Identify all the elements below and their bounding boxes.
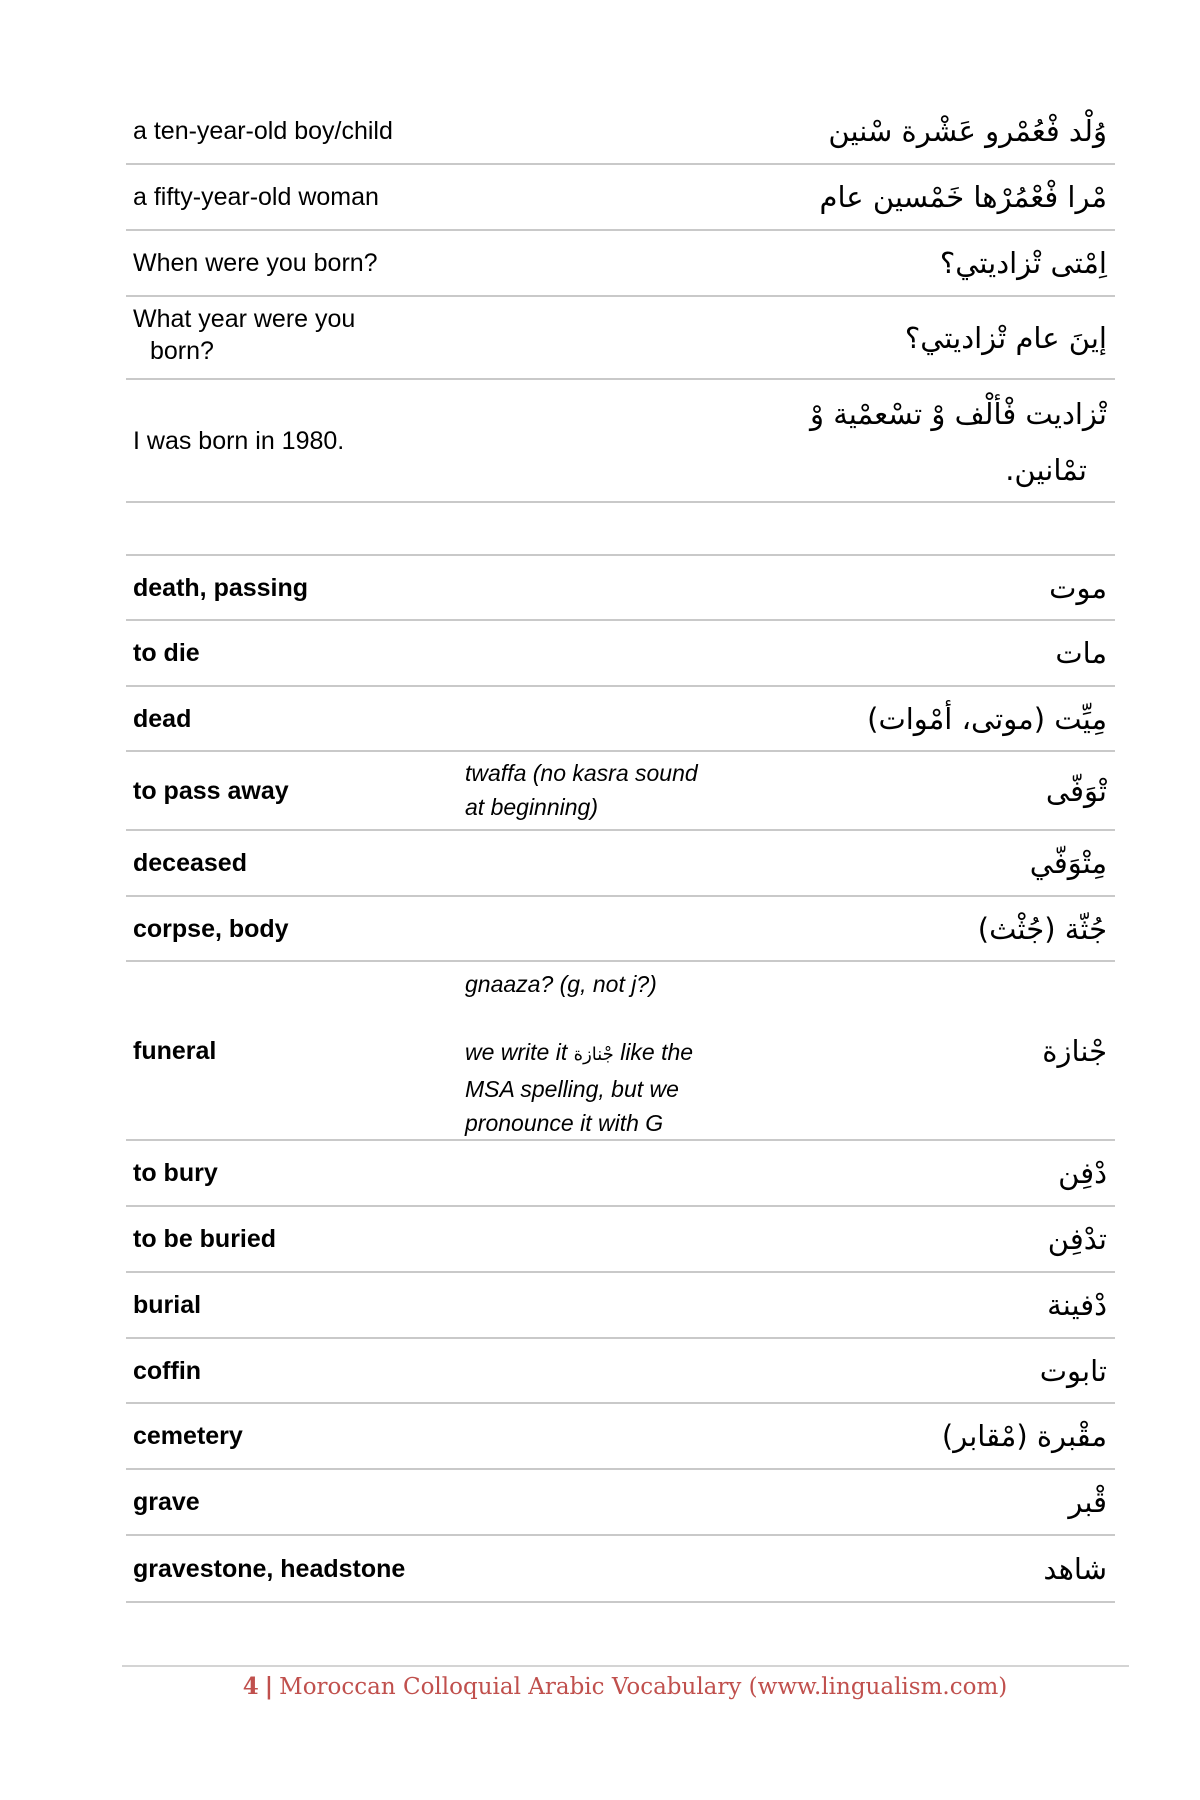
- english-cell: When were you born?: [133, 249, 378, 277]
- english-cell: a fifty-year-old woman: [133, 183, 379, 211]
- arabic-cell: جْنازة: [1042, 1033, 1107, 1068]
- english-cell: a ten-year-old boy/child: [133, 117, 393, 145]
- footer-title: Moroccan Colloquial Arabic Vocabulary (www.lingualism.com): [279, 1674, 1008, 1700]
- arabic-cell: مِتْوَفّي: [1029, 846, 1107, 880]
- note-line: [465, 1035, 765, 1072]
- english-cell: funeral: [133, 1036, 217, 1065]
- note-line: twaffa (no kasra sound: [465, 760, 698, 786]
- arabic-cell: موت: [1049, 570, 1107, 605]
- english-cell: grave: [133, 1488, 200, 1516]
- arabic-line: تمْانين.: [1005, 453, 1087, 487]
- english-cell: I was born in 1980.: [133, 426, 345, 455]
- english-cell: [133, 297, 453, 378]
- table-row: [126, 165, 1115, 231]
- arabic-cell: تدْفِن: [1047, 1222, 1107, 1256]
- footer-separator: |: [264, 1673, 274, 1700]
- note-line: at beginning): [465, 794, 598, 820]
- arabic-cell: تابوت: [1039, 1353, 1107, 1388]
- english-cell: deceased: [133, 849, 247, 877]
- table-row: [126, 1273, 1115, 1339]
- note-cell: [465, 962, 765, 1139]
- arabic-cell: تْوَفّى: [1045, 773, 1107, 808]
- table-row: [126, 1141, 1115, 1207]
- table-row: [126, 99, 1115, 165]
- table-row: [126, 1470, 1115, 1536]
- note-line: pronounce it with G: [465, 1110, 664, 1136]
- footer-divider: [122, 1665, 1129, 1667]
- english-cell: to bury: [133, 1159, 218, 1187]
- english-cell: burial: [133, 1291, 202, 1319]
- table-row: [126, 687, 1115, 752]
- table-row: [126, 752, 1115, 831]
- note-cell: [465, 752, 765, 829]
- english-cell: dead: [133, 704, 192, 733]
- table-row: [126, 1207, 1115, 1273]
- arabic-cell: دْفينة: [1047, 1288, 1107, 1322]
- table-row: [126, 1404, 1115, 1470]
- english-cell: death, passing: [133, 573, 309, 602]
- note-line: gnaaza? (g, not j?): [465, 971, 657, 997]
- arabic-cell: مِيِّت (موتى، أمْوات): [867, 701, 1107, 736]
- arabic-cell: شاهد: [1043, 1551, 1107, 1586]
- note-arabic-word: جْنازة: [573, 1044, 614, 1065]
- english-cell: to pass away: [133, 776, 289, 805]
- note-spacer: [465, 1001, 765, 1035]
- english-cell: cemetery: [133, 1422, 243, 1450]
- english-line: What year were you: [133, 305, 356, 333]
- note-text: we write it: [465, 1039, 568, 1065]
- arabic-cell: إينَ عام تْزاديتي؟: [904, 320, 1107, 355]
- page-number: 4: [242, 1673, 259, 1700]
- english-cell: to be buried: [133, 1225, 277, 1253]
- english-line: born?: [150, 337, 214, 365]
- table-row: [126, 231, 1115, 297]
- arabic-cell: جُثّة (جُثْث): [977, 911, 1107, 946]
- table-row: [126, 621, 1115, 687]
- arabic-cell: قْبر: [1068, 1485, 1107, 1519]
- english-cell: corpse, body: [133, 914, 289, 943]
- arabic-cell: وُلْد فْعُمْرو عَشْرة سْنين: [828, 114, 1107, 148]
- arabic-cell: اِمْتى تْزاديتي؟: [939, 246, 1107, 280]
- english-cell: to die: [133, 639, 200, 667]
- arabic-cell: مْرا فْعْمُرْها خَمْسين عام: [819, 180, 1107, 214]
- page-footer: [0, 1670, 1200, 1704]
- english-cell: coffin: [133, 1356, 202, 1385]
- table-row: [126, 380, 1115, 503]
- arabic-cell: دْفِن: [1058, 1156, 1107, 1190]
- arabic-cell: مقْبرة (مْقابر): [941, 1419, 1107, 1453]
- note-line: MSA spelling, but we: [465, 1076, 679, 1102]
- note-text: like the: [620, 1039, 694, 1065]
- arabic-line: تْزاديت فْألْف وْ تسْعمْية وْ: [809, 397, 1107, 431]
- english-cell: gravestone, headstone: [133, 1554, 406, 1583]
- table-row: [126, 297, 1115, 380]
- arabic-cell: [747, 380, 1107, 501]
- table-row: [126, 962, 1115, 1141]
- arabic-cell: مات: [1055, 636, 1107, 670]
- table-row: [126, 1339, 1115, 1404]
- table-row: [126, 897, 1115, 962]
- table-row: [126, 554, 1115, 621]
- table-row: [126, 831, 1115, 897]
- table-row: [126, 1536, 1115, 1603]
